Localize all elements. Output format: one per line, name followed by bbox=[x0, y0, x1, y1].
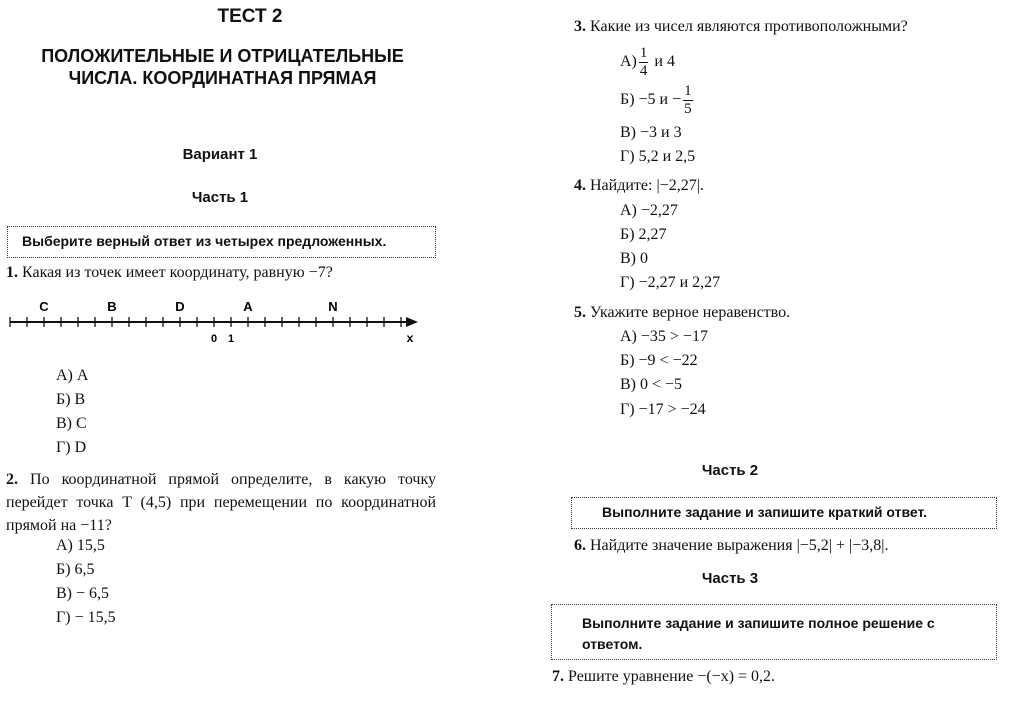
topic-line-1: ПОЛОЖИТЕЛЬНЫЕ И ОТРИЦАТЕЛЬНЫЕ bbox=[41, 46, 404, 66]
question-text: Какие из чисел являются противоположными? bbox=[590, 18, 908, 35]
q2-option-c[interactable]: В) − 6,5 bbox=[56, 585, 110, 602]
q1-option-a[interactable]: А) A bbox=[56, 367, 89, 384]
q5-option-b[interactable]: Б) −9 < −22 bbox=[620, 352, 698, 369]
question-text: Найдите значение выражения |−5,2| + |−3,8|. bbox=[590, 537, 889, 554]
q2-option-b[interactable]: Б) 6,5 bbox=[56, 561, 95, 578]
q3-option-a[interactable] bbox=[620, 45, 675, 80]
part3-instruction-box bbox=[551, 604, 997, 660]
q1-option-b[interactable]: Б) B bbox=[56, 391, 86, 408]
fraction bbox=[639, 45, 649, 80]
point-label-n: N bbox=[328, 299, 338, 314]
question-1 bbox=[6, 264, 333, 282]
origin-label: 0 bbox=[210, 333, 218, 345]
q5-option-c[interactable]: В) 0 < −5 bbox=[620, 376, 683, 393]
q3-option-b[interactable] bbox=[620, 83, 695, 118]
q4-option-c[interactable]: В) 0 bbox=[620, 250, 648, 267]
question-number: 1. bbox=[6, 264, 18, 281]
question-text: Укажите верное неравенство. bbox=[590, 304, 791, 321]
denominator: 4 bbox=[639, 63, 648, 79]
q3-option-c[interactable]: В) −3 и 3 bbox=[620, 124, 682, 141]
part1-heading: Часть 1 bbox=[191, 189, 249, 206]
question-number: 7. bbox=[552, 668, 564, 685]
part3-instruction: Выполните задание и запишите полное решение с ответом. bbox=[582, 615, 935, 652]
question-text: Найдите: |−2,27|. bbox=[590, 177, 704, 194]
q3-option-d[interactable]: Г) 5,2 и 2,5 bbox=[620, 148, 696, 165]
q4-option-a[interactable]: А) −2,27 bbox=[620, 202, 678, 219]
point-label-c: C bbox=[39, 299, 49, 314]
question-number: 4. bbox=[574, 177, 586, 194]
q5-option-d[interactable]: Г) −17 > −24 bbox=[620, 401, 706, 418]
question-4 bbox=[574, 177, 704, 195]
question-text: Решите уравнение −(−x) = 0,2. bbox=[568, 668, 776, 685]
q4-option-b[interactable]: Б) 2,27 bbox=[620, 226, 667, 243]
test-label: ТЕСТ 2 bbox=[217, 6, 283, 27]
numerator: 1 bbox=[684, 83, 692, 99]
question-number: 3. bbox=[574, 18, 586, 35]
q1-option-d[interactable]: Г) D bbox=[56, 439, 87, 456]
question-6 bbox=[574, 537, 888, 555]
question-number: 6. bbox=[574, 537, 586, 554]
question-5 bbox=[574, 304, 790, 322]
option-label: Б) −5 и − bbox=[620, 91, 682, 109]
question-text: Какая из точек имеет координату, равную −7? bbox=[22, 264, 333, 281]
part1-instruction-box bbox=[7, 226, 436, 258]
question-text: По координатной прямой определите, в какую точку перейдет точка T (4,5) при перемещении по координатной прямой на −11? bbox=[6, 471, 437, 534]
part3-heading: Часть 3 bbox=[701, 570, 759, 587]
fraction bbox=[683, 83, 693, 118]
denominator: 5 bbox=[684, 101, 692, 117]
option-tail: и 4 bbox=[654, 53, 675, 71]
q4-option-d[interactable]: Г) −2,27 и 2,27 bbox=[620, 274, 721, 291]
point-label-b: B bbox=[107, 299, 117, 314]
axis-x-label: x bbox=[406, 331, 414, 345]
unit-label: 1 bbox=[227, 333, 235, 345]
question-3 bbox=[574, 18, 908, 36]
axis-arrow bbox=[406, 317, 418, 327]
coordinate-line bbox=[8, 296, 428, 348]
part2-heading: Часть 2 bbox=[701, 462, 759, 479]
point-label-a: A bbox=[243, 299, 253, 314]
numerator: 1 bbox=[639, 45, 648, 61]
q2-option-a[interactable]: А) 15,5 bbox=[56, 537, 105, 554]
q5-option-a[interactable]: А) −35 > −17 bbox=[620, 328, 708, 345]
question-2 bbox=[6, 468, 436, 537]
question-7 bbox=[552, 668, 775, 686]
q2-option-d[interactable]: Г) − 15,5 bbox=[56, 609, 116, 626]
part2-instruction: Выполните задание и запишите краткий ответ. bbox=[602, 504, 928, 520]
q1-option-c[interactable]: В) C bbox=[56, 415, 87, 432]
topic-line-2: ЧИСЛА. КООРДИНАТНАЯ ПРЯМАЯ bbox=[68, 68, 377, 88]
option-label: А) bbox=[620, 53, 637, 71]
question-number: 2. bbox=[6, 471, 18, 488]
part1-instruction: Выберите верный ответ из четырех предложенных. bbox=[22, 233, 387, 249]
point-label-d: D bbox=[175, 299, 185, 314]
variant-heading: Вариант 1 bbox=[182, 146, 258, 163]
topic-title bbox=[0, 45, 445, 89]
part2-instruction-box bbox=[571, 497, 997, 529]
question-number: 5. bbox=[574, 304, 586, 321]
